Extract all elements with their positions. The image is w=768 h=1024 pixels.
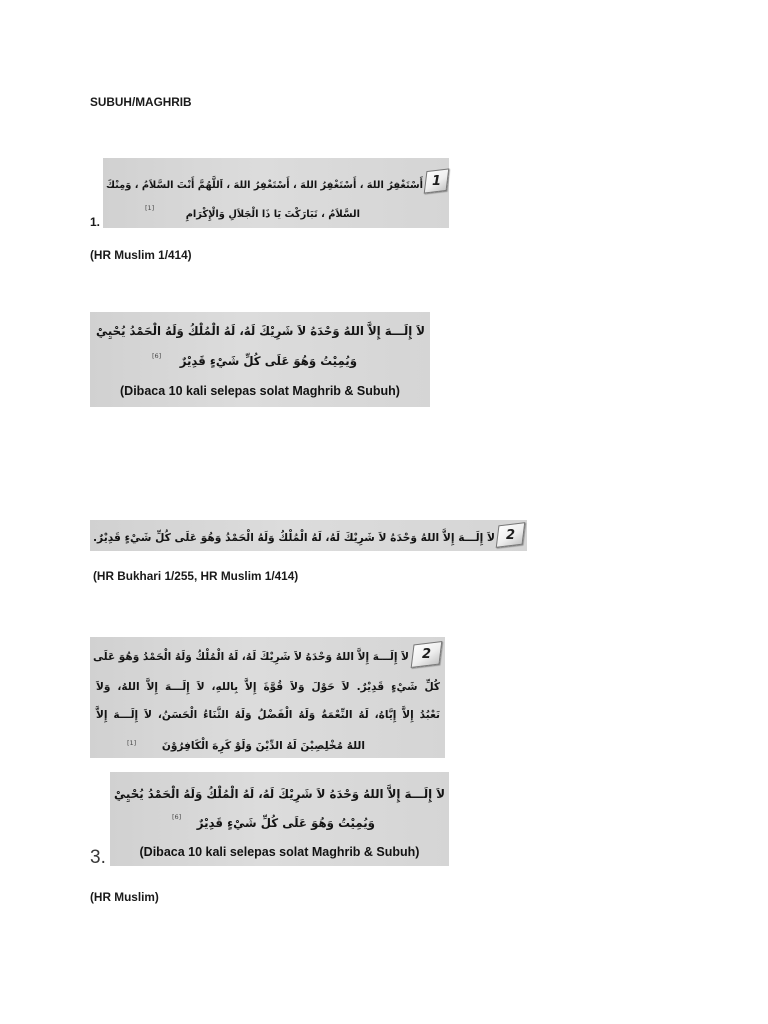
footnote-marker: [1] <box>145 204 155 212</box>
hadith-reference: (HR Muslim) <box>90 890 159 904</box>
panel-caption: (Dibaca 10 kali selepas solat Maghrib & Subuh) <box>139 845 420 859</box>
arabic-line-text: لاَ إِلَـــهَ إِلاَّ اللهُ وَحْدَهُ لاَ شَرِيْكَ لَهُ، لَهُ الْمُلْكُ وَلَهُ الْحَمْدُ وَهُوَ عَلَى <box>93 651 409 663</box>
arabic-line <box>113 779 445 807</box>
hadith-reference: (HR Bukhari 1/255, HR Muslim 1/414) <box>93 569 299 583</box>
footnote-marker: [1] <box>127 739 137 747</box>
arabic-line <box>167 346 357 374</box>
arabic-text-panel <box>103 158 449 228</box>
arabic-line <box>95 671 440 699</box>
item-number: 3. <box>90 847 106 868</box>
number-tag-badge <box>496 522 526 548</box>
number-tag-badge <box>424 168 450 193</box>
arabic-line <box>160 198 360 226</box>
arabic-text-panel <box>90 312 430 407</box>
item-number: 1. <box>90 215 101 229</box>
section-heading: SUBUH/MAGHRIB <box>90 95 192 109</box>
arabic-line-text: أَسْتَغْفِرُ اللهَ ، أَسْتَغْفِرُ اللهَ ، أَسْتَغْفِرُ اللهَ ، اَللَّهُمَّ أَنْتَ السَّلاَمُ ، وَمِنْكَ <box>106 180 423 191</box>
arabic-line <box>95 699 440 727</box>
arabic-line-text: اللهُ مُخْلِصِيْنَ لَهُ الدِّيْنَ وَلَوْ كَرِهَ الْكَافِرُوْنَ <box>161 740 365 752</box>
tag-number: 2 <box>505 527 516 543</box>
arabic-line <box>143 730 365 758</box>
arabic-line-text: السَّلاَمُ ، تَبَارَكْتَ يَا ذَا الْجَلاَلِ وَالْإِكْرَامِ <box>185 209 360 220</box>
tag-number: 1 <box>431 173 442 189</box>
arabic-line <box>189 808 375 836</box>
arabic-line-text: كُلِّ شَيْءٍ قَدِيْرٌ. لاَ حَوْلَ وَلاَ قُوَّةَ إِلاَّ بِاللهِ، لاَ إِلَـــهَ إِلاَّ اللهُ، وَلاَ <box>96 681 440 693</box>
arabic-line-text: لاَ إِلَـــهَ إِلاَّ اللهُ وَحْدَهُ لاَ شَرِيْكَ لَهُ، لَهُ الْمُلْكُ وَلَهُ الْحَمْدُ وَهُوَ عَلَى كُلِّ شَيْءٍ قَدِيْرٌ. <box>93 531 495 544</box>
arabic-line <box>105 169 423 197</box>
footnote-marker: [6] <box>172 813 182 821</box>
arabic-line-text: وَيُمِيْتُ وَهُوَ عَلَى كُلِّ شَيْءٍ قَدِيْرٌ <box>179 354 357 368</box>
arabic-line-text: نَعْبُدُ إِلاَّ إِيَّاهُ، لَهُ النِّعْمَةُ وَلَهُ الْفَضْلُ وَلَهُ الثَّنَاءُ الْحَسَنُ، لاَ إِلَـــهَ إِلاَّ <box>96 709 440 721</box>
arabic-line <box>92 641 409 669</box>
arabic-line-text: لاَ إِلَـــهَ إِلاَّ اللهُ وَحْدَهُ لاَ شَرِيْكَ لَهُ، لَهُ الْمُلْكُ وَلَهُ الْحَمْدُ يُحْيِيْ <box>96 324 425 338</box>
arabic-line <box>95 316 425 344</box>
tag-number: 2 <box>421 647 432 662</box>
number-tag-badge <box>411 641 443 668</box>
arabic-line-text: وَيُمِيْتُ وَهُوَ عَلَى كُلِّ شَيْءٍ قَدِيْرٌ <box>196 816 375 830</box>
arabic-line-text: لاَ إِلَـــهَ إِلاَّ اللهُ وَحْدَهُ لاَ شَرِيْكَ لَهُ، لَهُ الْمُلْكُ وَلَهُ الْحَمْدُ يُحْيِيْ <box>114 787 445 801</box>
arabic-text-panel <box>90 637 445 758</box>
arabic-text-panel <box>110 772 449 866</box>
arabic-line <box>92 522 495 550</box>
footnote-marker: [6] <box>152 352 162 360</box>
hadith-reference: (HR Muslim 1/414) <box>90 248 192 262</box>
arabic-text-panel <box>90 520 527 551</box>
panel-caption: (Dibaca 10 kali selepas solat Maghrib & Subuh) <box>120 384 400 398</box>
